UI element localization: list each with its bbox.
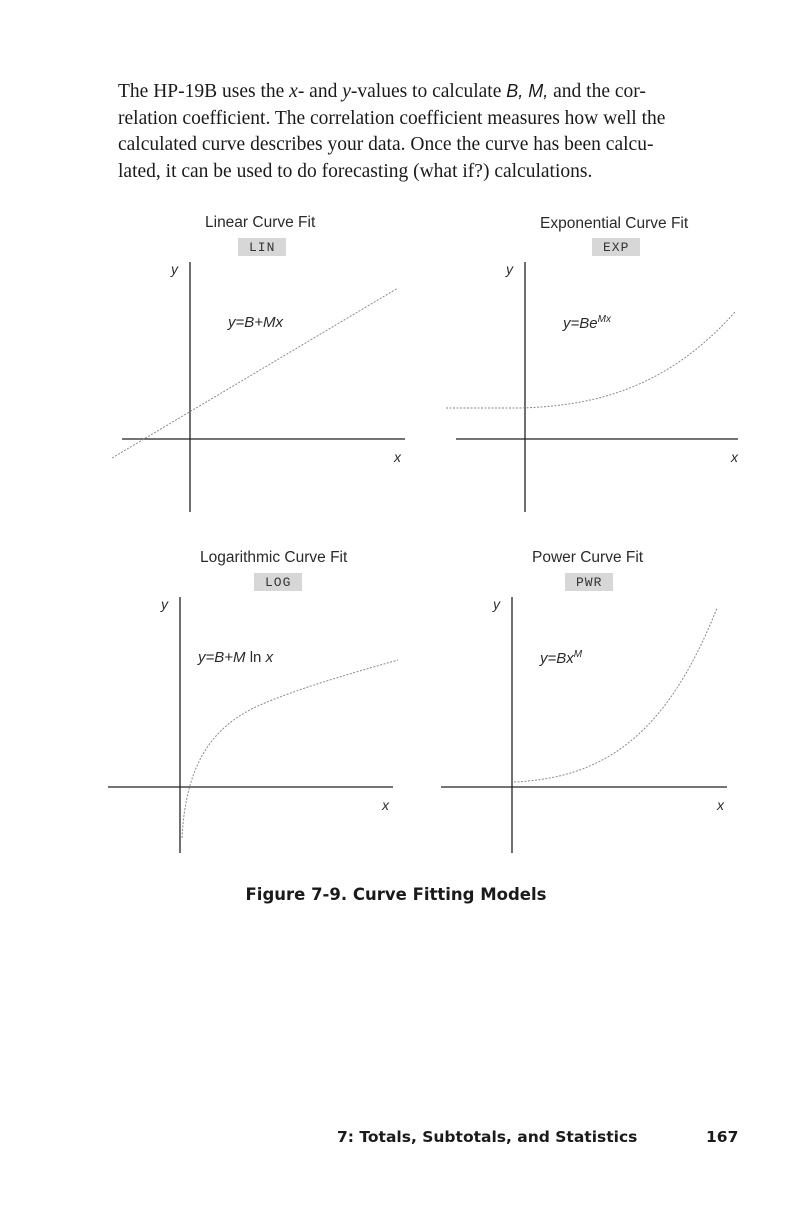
linear-fit-graph xyxy=(112,262,405,512)
pwr-softkey-label: PWR xyxy=(565,573,613,591)
power-fit-graph xyxy=(441,597,727,853)
exponential-y-label: y xyxy=(506,261,513,277)
exponential-x-label: x xyxy=(731,449,738,465)
page-number: 167 xyxy=(706,1128,739,1146)
figure-caption: Figure 7-9. Curve Fitting Models xyxy=(245,885,547,904)
exp-softkey-label: EXP xyxy=(592,238,640,256)
power-panel-title: Power Curve Fit xyxy=(532,549,644,566)
linear-y-label: y xyxy=(171,261,178,277)
linear-panel-title: Linear Curve Fit xyxy=(205,214,316,231)
logarithmic-panel-title: Logarithmic Curve Fit xyxy=(200,549,348,566)
exponential-panel-title: Exponential Curve Fit xyxy=(540,215,689,232)
logarithmic-equation: y=B+M ln x xyxy=(198,649,274,666)
body-paragraph: The HP-19B uses the x- and y-values to calculate B, M, and the cor- relation coefficient. The correlation coefficient measures how well the calculated curve describes your data. Once the curve has been calcu- lated, it can be used to do forecasting (what if?) calculations. xyxy=(118,81,666,182)
logarithmic-fit-graph xyxy=(108,597,398,853)
linear-x-label: x xyxy=(394,449,401,465)
chapter-footer: 7: Totals, Subtotals, and Statistics xyxy=(337,1128,638,1146)
logarithmic-y-label: y xyxy=(161,596,168,612)
power-equation: $y=Bx^M$ xyxy=(540,649,583,667)
power-y-label: y xyxy=(493,596,500,612)
linear-equation: y=B+Mx xyxy=(228,314,284,331)
exponential-equation: $y=Be^{Mx}$ xyxy=(563,314,611,332)
power-fit-curve xyxy=(514,608,717,782)
exponential-fit-graph xyxy=(446,262,738,512)
power-x-label: x xyxy=(717,797,724,813)
logarithmic-x-label: x xyxy=(382,797,389,813)
logarithmic-fit-curve xyxy=(182,660,398,838)
lin-softkey-label: LIN xyxy=(238,238,286,256)
log-softkey-label: LOG xyxy=(254,573,302,591)
